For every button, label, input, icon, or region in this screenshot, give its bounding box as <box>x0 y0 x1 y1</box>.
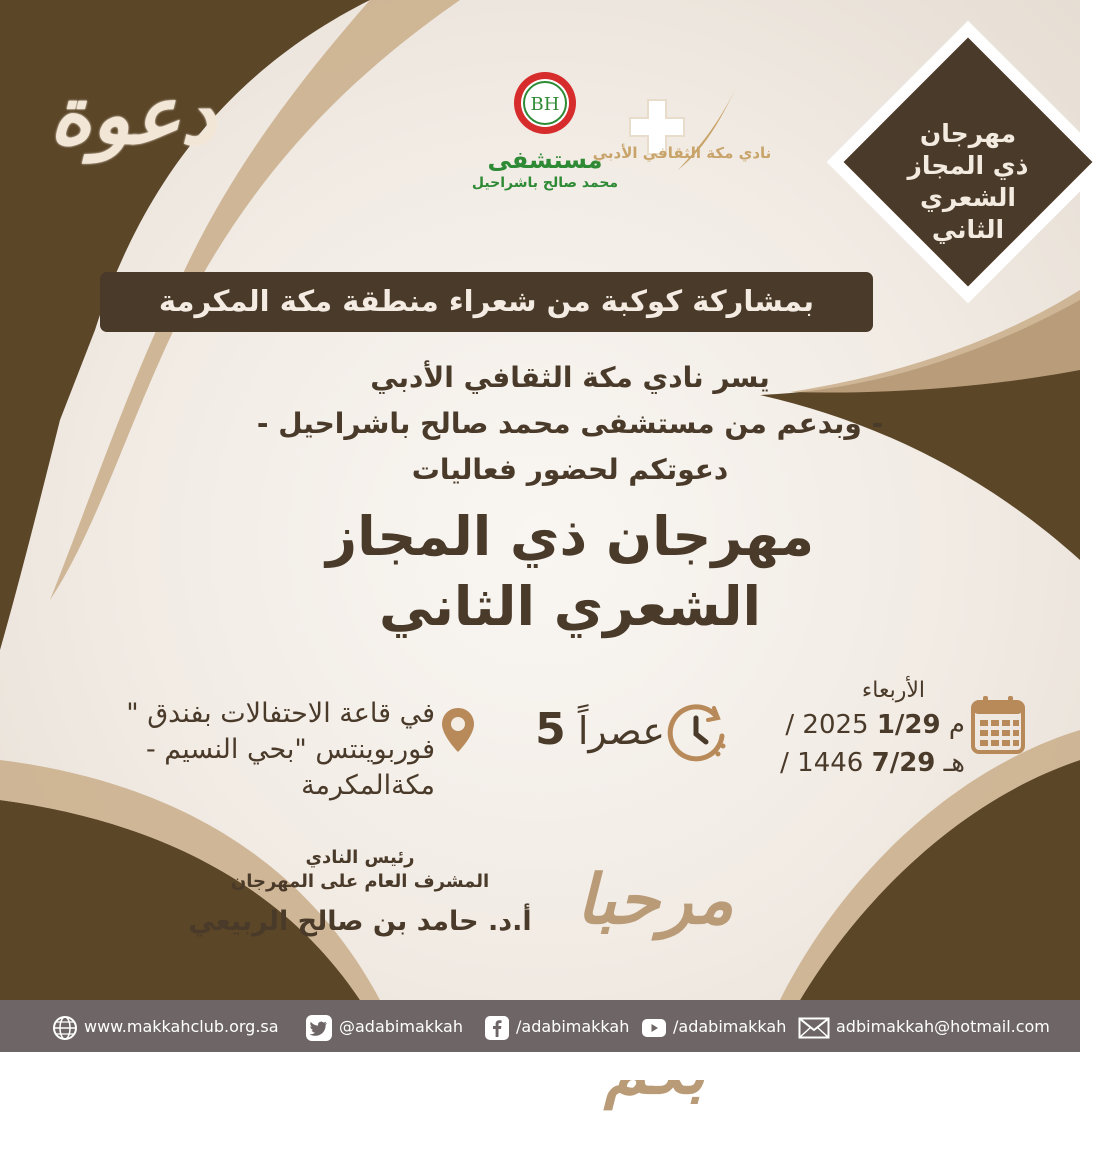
location-pin-icon <box>440 706 476 754</box>
youtube-icon <box>641 1017 667 1039</box>
location-line-3: مكةالمكرمة <box>301 770 435 801</box>
footer-website-text: www.makkahclub.org.sa <box>84 1017 279 1036</box>
footer-facebook-text: /adabimakkah <box>516 1017 630 1036</box>
event-day: الأربعاء <box>861 678 925 703</box>
footer-facebook-link[interactable] <box>484 1012 629 1042</box>
president-block <box>180 846 540 944</box>
invitation-calligraphy: دعوة <box>49 68 217 162</box>
footer-youtube-text: /adabimakkah <box>673 1017 787 1036</box>
footer-twitter-link[interactable] <box>305 1012 463 1042</box>
twitter-icon <box>305 1014 333 1042</box>
festival-name-line-1: مهرجان ذي المجاز <box>325 505 815 568</box>
time-label: عصراً <box>577 709 665 753</box>
invitation-line-3: دعوتكم لحضور فعاليات <box>411 453 729 486</box>
location-line-1: في قاعة الاحتفالات بفندق " <box>126 698 435 729</box>
footer-email-link[interactable] <box>798 1012 1050 1042</box>
festival-name <box>140 502 1000 642</box>
hospital-subname: محمد صالح باشراحيل <box>471 175 619 191</box>
festival-name-line-2: الشعري الثاني <box>378 575 762 638</box>
participation-banner: بمشاركة كوكبة من شعراء منطقة مكة المكرمة <box>100 272 873 332</box>
facebook-icon <box>484 1015 510 1041</box>
president-name: أ.د. حامد بن صالح الربيعي <box>188 906 532 937</box>
clock-icon <box>664 702 728 762</box>
hospital-emblem-letters: BH <box>530 94 560 115</box>
invitation-line-2: - وبدعم من مستشفى محمد صالح باشراحيل - <box>256 407 884 440</box>
globe-icon <box>52 1015 78 1041</box>
mail-icon <box>798 1017 830 1039</box>
club-logo-text: نادي مكة الثقافي الأدبي <box>592 144 772 162</box>
badge-line-4: الثاني <box>931 215 1005 244</box>
footer-bottom-strip <box>0 1052 1080 1080</box>
footer-website-link[interactable] <box>52 1012 279 1042</box>
gregorian-date-bold: 1/29 <box>876 710 941 740</box>
gregorian-date-rest: / 2025 م <box>785 710 965 740</box>
event-time <box>530 704 665 757</box>
festival-badge-text <box>888 118 1048 246</box>
invitation-line-1: يسر نادي مكة الثقافي الأدبي <box>370 361 770 394</box>
hospital-emblem-icon <box>512 70 578 136</box>
hospital-name: مستشفى <box>487 146 603 174</box>
footer-twitter-text: @adabimakkah <box>339 1017 463 1036</box>
badge-line-1: مهرجان <box>919 119 1017 148</box>
hijri-date-rest: / 1446 هـ <box>780 748 965 778</box>
event-date <box>760 676 965 782</box>
badge-line-3: الشعري <box>920 183 1016 212</box>
time-number: 5 <box>535 704 566 755</box>
hospital-logo <box>465 70 625 200</box>
gregorian-date <box>760 706 965 744</box>
footer-email-text: adbimakkah@hotmail.com <box>836 1017 1050 1036</box>
president-role-title: رئيس النادي <box>305 847 415 868</box>
hijri-date <box>760 744 965 782</box>
location-line-2: فوربوينتس "بحي النسيم - <box>145 734 435 765</box>
festival-supervisor-title: المشرف العام على المهرجان <box>230 871 490 892</box>
calendar-icon <box>970 694 1026 756</box>
club-logo-mark-icon <box>592 80 772 190</box>
event-location <box>120 696 435 804</box>
welcome-calligraphy: مرحبا <box>576 860 734 940</box>
footer-youtube-link[interactable] <box>641 1012 786 1042</box>
badge-line-2: ذي المجاز <box>907 151 1029 180</box>
club-logo <box>592 80 772 190</box>
hijri-date-bold: 7/29 <box>871 748 936 778</box>
